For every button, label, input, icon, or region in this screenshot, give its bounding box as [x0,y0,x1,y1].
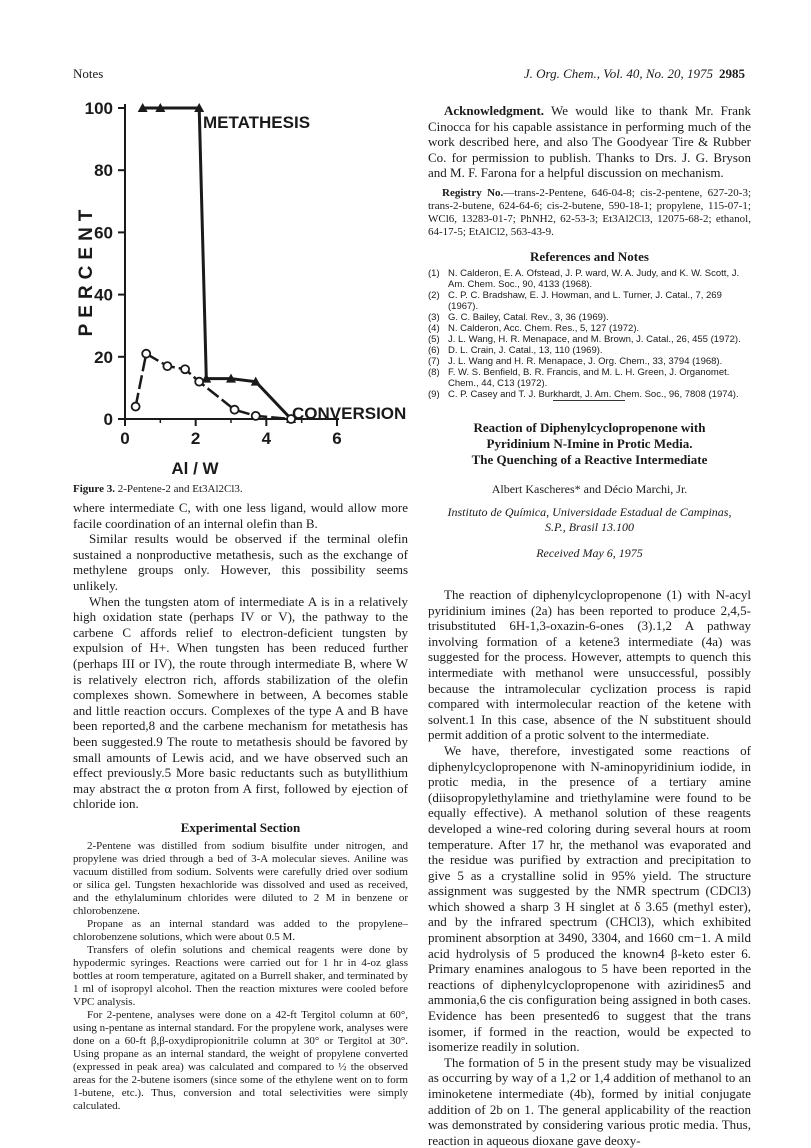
x-axis-label: Al / W [171,459,219,478]
chart-axes [125,104,339,419]
page-number: 2985 [719,66,745,81]
conversion-point [132,403,140,411]
paragraph: Transfers of olefin solutions and chemical reagents were done by hypodermic syringes. Reactions were carried out for 1 hr in 4-oz glass bottles at room temperature, agitated on a Burrell shaker, and terminated by 1 ml of isopropyl alcohol. Then the reaction mixtures were cooled before VPC analysis. [73,944,408,1009]
references-list [428,268,751,400]
metathesis-label: METATHESIS [203,113,311,132]
journal-citation: J. Org. Chem., Vol. 40, No. 20, 1975 [523,66,713,81]
reference-text: C. P. Casey and T. J. Burkhardt, J. Am. Chem. Soc., 96, 7808 (1974). [448,389,739,400]
series-line-conversion [136,354,292,419]
article-title-line: Pyridinium N-Imine in Protic Media. [486,436,693,451]
reference-item [428,323,751,334]
y-tick-label: 0 [103,410,113,429]
paragraph: We have, therefore, investigated some reactions of diphenylcyclopropenone with N-aminopyridinium iodide, in protic media, in the presence of a tertiary amine (diisopropylethylamine and triethylamine were found to be equally effective). A methanol solution of these reagents developed a wine-red coloring during several hours at room temperature. After 17 hr, the methanol was evaporated and the residue was purified by extraction and precipitation to give 5 as a crystalline solid in 95% yield. The structure assignment was suggested by the NMR spectrum (CDCl3) which showed a sharp 3 H singlet at δ 3.65 (methyl ester), and by the infrared spectrum (CHCl3), which exhibited prominent absorption at 3490, 3304, and 1660 cm−1. A mild acid hydrolysis of 5 produced the known4 β-keto ester 6. Primary enamines analogous to 5 have been reported in the reactions of diphenylcyclopropenone with aziridines5 and ammonia,6 the cis configuration being assigned in both cases. Evidence has been presented6 to suggest that the trans isomer, if formed in the reaction, would be expected to isomerize readily in solution. [428,742,751,1055]
figure-caption [73,483,408,495]
reference-number: (5) [428,334,440,345]
article-title [428,420,751,468]
reference-item [428,345,751,356]
reference-item [428,334,751,345]
y-tick-label: 60 [94,223,113,243]
affiliation-line: S.P., Brasil 13.100 [544,520,635,534]
series-line-metathesis [143,108,291,419]
y-axis-label: PERCENT [76,203,97,337]
paragraph: Propane as an internal standard was added to the propylene–chlorobenzene solutions, which were about 0.5 M. [73,918,408,944]
reference-text: J. L. Wang, H. R. Menapace, and M. Brown, J. Catal., 26, 455 (1972). [448,334,741,345]
y-tick-label: 80 [94,161,113,181]
figure-caption-label: Figure 3. [73,483,115,495]
paragraph: The formation of 5 in the present study may be visualized as occurring by way of a 1,2 or 1,4 addition of methanol to an iminoketene intermediate (4b), formed by initial conjugate addition of 2b on 1. The general applicability of the reaction was demonstrated by considering various protic media. Thus, reaction in aqueous dioxane gave deoxy- [428,1054,751,1148]
y-tick-label: 40 [94,285,113,305]
article-title-line: Reaction of Diphenylcyclopropenone with [473,420,706,435]
x-axis-ticks [120,419,341,448]
reference-text: N. Calderon, E. A. Ofstead, J. P. ward, W. A. Judy, and K. W. Scott, J. Am. Chem. Soc., 90, 4133 (1968). [448,268,740,290]
registry-numbers [428,187,751,239]
paragraph: For 2-pentene, analyses were done on a 42-ft Tergitol column at 60°, using n-pentane as internal standard. For the propylene work, analyses were done on a 60-ft β,β-oxydipropionitrile column at 30° or Tergitol at 30°. Using propane as an internal standard, the weight of propylene converted (expressed in peak area) was calculated and compared to ½ the observed areas for the 2-butene isomers (since some of the ethylene went on to form 1-butene, etc.). Thus, conversion and total selectivities were simply calculated. [73,1009,408,1113]
reference-number: (9) [428,389,440,400]
reference-number: (4) [428,323,440,334]
article-authors: Albert Kascheres* and Décio Marchi, Jr. [491,482,688,496]
x-tick-label: 6 [332,429,342,448]
left-column-body [73,500,408,1113]
running-header-right [524,66,745,82]
conversion-point [252,412,260,420]
article-divider [553,400,625,401]
conversion-point [231,406,239,414]
running-header-left: Notes [73,66,104,81]
series-markers [132,103,296,423]
acknowledgment-text: We would like to thank Mr. Frank Cinocca for his capable assistance in performing much of the work described here, and also The Goodyear Tire & Rubber Co. for permission to publish. Thanks to Drs. J. G. Bryson and M. F. Farona for a helpful discussion on mechanism. [428,103,751,181]
reference-text: N. Calderon, Acc. Chem. Res., 5, 127 (1972). [448,323,640,334]
figure-3-chart [70,92,410,480]
reference-item [428,312,751,323]
reference-number: (6) [428,345,440,356]
paragraph: Similar results would be observed if the terminal olefin sustained a nonproductive metathesis, such as the exchange of methylene groups only. However, this possibility seems unlikely. [73,531,408,593]
conversion-label: CONVERSION [292,404,407,423]
reference-number: (1) [428,268,440,279]
acknowledgment [428,103,751,181]
paragraph: The reaction of diphenylcyclopropenone (1) with N-acyl pyridinium imines (2a) has been reported to produce 2,4,5-trisubstituted 6H-1,3-oxazin-6-ones (3).1,2 A pathway involving formation of a ketene3 intermediate (4a) was suggested for the process. However, attempts to quench this intermediate with methanol were unsuccessful, possibly because the intramolecular cyclization process is rapid compared with intermolecular reaction of the ketene with solvent.1 In this case, absence of the N substituent should permit addition of a protic solvent to the intermediate. [428,587,751,743]
reference-item [428,367,751,389]
reference-number: (7) [428,356,440,367]
references-title: References and Notes [530,249,649,264]
reference-number: (2) [428,290,440,301]
paragraph: where intermediate C, with one less ligand, would allow more facile coordination of an internal olefin than B. [73,500,408,531]
reference-number: (8) [428,367,440,378]
experimental-section-title: Experimental Section [180,819,301,835]
article-title-line: The Quenching of a Reactive Intermediate [471,452,708,467]
affiliation-line: Instituto de Química, Universidade Estadual de Campinas, [447,505,732,519]
reference-item [428,290,751,312]
y-tick-label: 100 [84,99,113,118]
experimental-section-body [73,840,408,1113]
reference-number: (3) [428,312,440,323]
reference-text: J. L. Wang and H. R. Menapace, J. Org. Chem., 33, 3794 (1968). [448,356,723,367]
conversion-point [163,362,171,370]
conversion-point [181,365,189,373]
acknowledgment-label: Acknowledgment. [444,103,545,118]
article-received-date: Received May 6, 1975 [536,546,643,560]
registry-text: —trans-2-Pentene, 646-04-8; cis-2-pentene, 627-20-3; trans-2-butene, 624-64-6; cis-2-butene, 590-18-1; propylene, 115-07-1; WCl6, 13283-01-7; PhNH2, 62-53-3; Et3Al2Cl3, 12075-68-2; ethanol, 64-17-5; EtAlCl2, 563-43-9. [428,187,751,238]
conversion-point [195,378,203,386]
x-tick-label: 2 [190,429,201,448]
registry-label: Registry No. [442,187,504,199]
reference-text: D. L. Crain, J. Catal., 13, 110 (1969). [448,345,603,356]
reference-text: G. C. Bailey, Catal. Rev., 3, 36 (1969). [448,312,609,323]
paragraph: When the tungsten atom of intermediate A is in a relatively high oxidation state (perhaps IV or V), the pathway to the carbene C affords relief to electron-deficient tungsten by expulsion of H+. When tungsten has been reduced further (perhaps III or IV), the route through intermediate B, where W is relatively electron rich, affords stabilization of the olefin complexes shown. Somewhere in between, A becomes stable and little reaction occurs. Complexes of the type A and B have been reported,8 and the carbene mechanism for metathesis has been suggested.9 The route to metathesis should be favored by small amounts of Lewis acid, and we have observed such an effect previously.5 More basic reductants such as butyllithium may abstract the α proton from A first, followed by ejection of chloride ion. [73,593,408,812]
paragraph: 2-Pentene was distilled from sodium bisulfite under nitrogen, and propylene was dried through a bed of 3-A molecular sieves. Aniline was vacuum distilled from sodium. Solvents were carefully dried over sodium or silica gel. Tungsten hexachloride was dissolved and used as received, and the ethylaluminum chlorides were diluted to 2 M in benzene or chlorobenzene. [73,840,408,918]
series-lines [136,108,292,419]
x-tick-label: 0 [120,429,130,448]
reference-item [428,268,751,290]
right-column-body [428,587,751,1148]
reference-item [428,389,751,400]
reference-text: F. W. S. Benfield, B. R. Francis, and M. L. H. Green, J. Organomet. Chem., 44, C13 (1972). [448,367,730,389]
reference-text: C. P. C. Bradshaw, E. J. Howman, and L. Turner, J. Catal., 7, 269 (1967). [448,290,722,312]
reference-item [428,356,751,367]
conversion-point [142,350,150,358]
article-affiliation [428,505,751,535]
x-tick-label: 4 [261,429,272,448]
figure-caption-text: 2-Pentene-2 and Et3Al2Cl3. [114,483,243,495]
y-tick-label: 20 [94,347,113,367]
